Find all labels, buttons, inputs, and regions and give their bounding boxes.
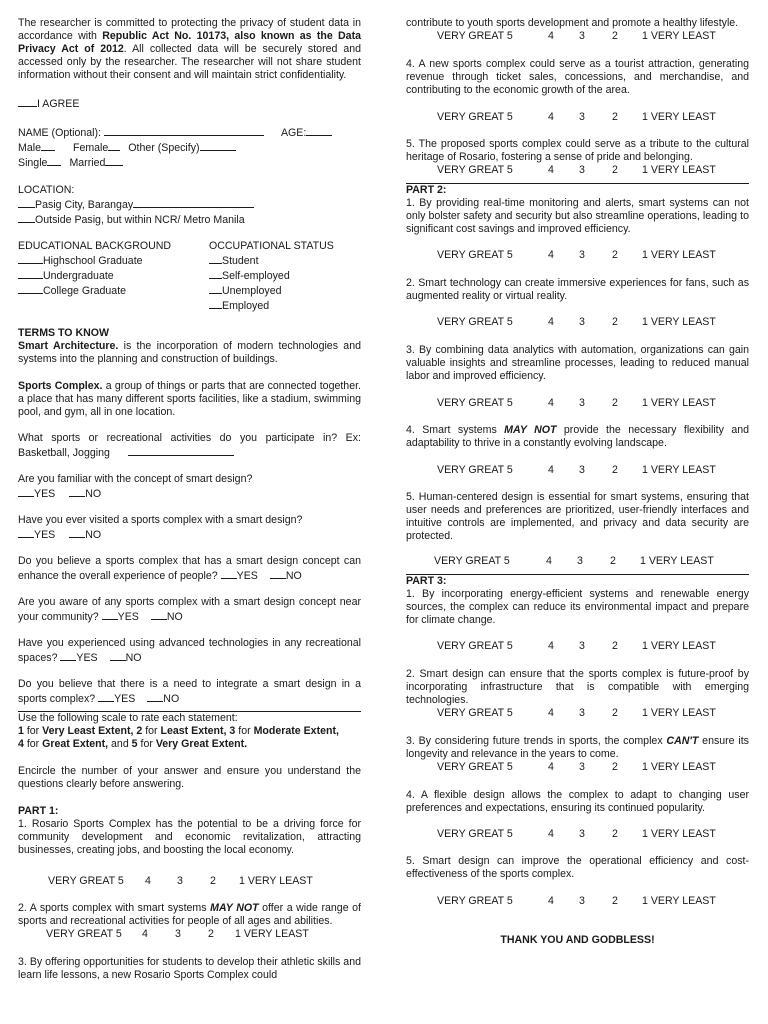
rating-scale[interactable]: VERY GREAT 5 4 3 2 1 VERY LEAST — [437, 111, 716, 123]
question-aware: Are you aware of any sports complex with a smart design concept near your community? YES NO — [18, 596, 361, 623]
married-option[interactable] — [105, 155, 123, 166]
term-sports-complex: Sports Complex. a group of things or parts that are connected together. a place that has many different sports facilities, like a stadium, swimming pool, and gym, all in one location. — [18, 380, 361, 418]
part1-statement-4: 4. A new sports complex could serve as a tourist attraction, generating revenue through ticket sales, concessions, and merchandise, and contributing to the economic growth of the area. — [406, 58, 749, 96]
name-field[interactable] — [104, 125, 264, 136]
rating-scale[interactable]: VERY GREAT 5 4 3 2 1 VERY LEAST — [437, 707, 716, 719]
civil-status-row: Single Married — [18, 155, 361, 170]
rating-scale[interactable]: VERY GREAT 5 4 3 2 1 VERY LEAST — [437, 828, 716, 840]
answer-visited[interactable]: YES NO — [18, 527, 361, 542]
scale-instruction: Use the following scale to rate each statement: — [18, 712, 238, 724]
single-option[interactable] — [47, 155, 61, 166]
part3-statement-2: 2. Smart design can ensure that the sports complex is future-proof by incorporating infrastructure that is compatible with emerging technologies. — [406, 668, 749, 706]
sex-row: Male Female Other (Specify) — [18, 140, 361, 155]
edu-college[interactable]: College Graduate — [18, 283, 209, 298]
question-experienced: Have you experienced using advanced technologies in any recreational spaces? YES NO — [18, 637, 361, 664]
question-familiar: Are you familiar with the concept of smart design? — [18, 473, 253, 485]
age-field[interactable] — [306, 125, 332, 136]
encircle-instruction: Encircle the number of your answer and ensure you understand the questions clearly before answering. — [18, 765, 361, 790]
occ-employed[interactable]: Employed — [209, 298, 334, 313]
rating-scale[interactable]: VERY GREAT 5 4 3 2 1 VERY LEAST — [437, 30, 716, 42]
part1-statement-3a: 3. By offering opportunities for students to develop their athletic skills and learn life lessons, a new Rosario Sports Complex could — [18, 956, 361, 981]
part3-statement-1: 1. By incorporating energy-efficient systems and renewable energy sources, the complex can reduce its environmental impact and prepare for climate change. — [406, 588, 749, 626]
rating-scale[interactable]: VERY GREAT 5 4 3 2 1 VERY LEAST — [434, 555, 714, 567]
terms-heading: TERMS TO KNOW — [18, 327, 110, 339]
right-column — [406, 17, 749, 947]
scale-legend: 1 for Very Least Extent, 2 for Least Extent, 3 for Moderate Extent, 4 for Great Extent, and 5 for Very Great Extent. — [18, 725, 339, 750]
name-age-row: NAME (Optional): AGE: — [18, 125, 361, 140]
female-option[interactable] — [108, 140, 120, 151]
rating-scale[interactable]: VERY GREAT 5 4 3 2 1 VERY LEAST — [437, 640, 716, 652]
part2-statement-4: 4. Smart systems MAY NOT provide the necessary flexibility and adaptability to thrive in a constantly evolving landscape. — [406, 424, 749, 449]
occ-unemployed[interactable]: Unemployed — [209, 283, 334, 298]
occ-student[interactable]: Student — [209, 253, 334, 268]
part2-heading: PART 2: — [406, 184, 447, 196]
educational-background: EDUCATIONAL BACKGROUND Highschool Graduate Undergraduate College Graduate — [18, 240, 209, 313]
question-enhance: Do you believe a sports complex that has a smart design concept can enhance the overall experience of people? YES NO — [18, 555, 361, 582]
part1-heading: PART 1: — [18, 805, 59, 817]
part2-statement-5: 5. Human-centered design is essential for smart systems, ensuring that user needs and preferences are prioritized, user-friendly interfaces and intuitive controls are implemented, and privacy and data security are protected. — [406, 491, 749, 542]
part1-statement-3b: contribute to youth sports development and promote a healthy lifestyle. — [406, 17, 739, 29]
rating-scale[interactable]: VERY GREAT 5 4 3 2 1 VERY LEAST — [437, 316, 716, 328]
part3-statement-4: 4. A flexible design allows the complex to adapt to changing user preferences and expectations, ensuring its continued popularity. — [406, 789, 749, 814]
rating-scale[interactable]: VERY GREAT 5 4 3 2 1 VERY LEAST — [437, 464, 716, 476]
part2-statement-2: 2. Smart technology can create immersive experiences for fans, such as augmented reality or virtual reality. — [406, 277, 749, 302]
location-outside[interactable]: Outside Pasig, but within NCR/ Metro Manila — [18, 212, 361, 227]
part3-statement-3: 3. By considering future trends in sports, the complex CAN'T ensure its longevity and relevance in the years to come. — [406, 735, 749, 760]
part1-statement-1: 1. Rosario Sports Complex has the potential to be a driving force for community development and economic revitalization, attracting businesses, creating jobs, and boosting the local economy. — [18, 818, 361, 856]
part3-statement-5: 5. Smart design can improve the operational efficiency and cost-effectiveness of the sports complex. — [406, 855, 749, 880]
rating-scale[interactable]: VERY GREAT 5 4 3 2 1 VERY LEAST — [48, 875, 313, 887]
rating-scale[interactable]: VERY GREAT 5 4 3 2 1 VERY LEAST — [46, 928, 309, 940]
privacy-notice: The researcher is committed to protecting the privacy of student data in accordance with Republic Act No. 10173, also known as the Data Privacy Act of 2012. All collected data will be securely stored and accessed only by the researcher. The researcher will not share student information without their consent and will maintain strict confidentiality. — [18, 17, 361, 81]
rating-scale[interactable]: VERY GREAT 5 4 3 2 1 VERY LEAST — [437, 895, 716, 907]
question-visited: Have you ever visited a sports complex with a smart design? — [18, 514, 303, 526]
part2-statement-3: 3. By combining data analytics with automation, organizations can gain valuable insights and streamline processes, leading to reduced manual labor and improved efficiency. — [406, 344, 749, 382]
location-pasig[interactable]: Pasig City, Barangay — [18, 197, 361, 212]
activities-field[interactable] — [128, 445, 234, 456]
agree-option[interactable]: I AGREE — [18, 96, 361, 111]
edu-highschool[interactable]: Highschool Graduate — [18, 253, 209, 268]
male-option[interactable] — [41, 140, 55, 151]
location-label: LOCATION: — [18, 184, 75, 196]
rating-scale[interactable]: VERY GREAT 5 4 3 2 1 VERY LEAST — [437, 249, 716, 261]
part1-statement-2: 2. A sports complex with smart systems MAY NOT offer a wide range of sports and recreational activities for people of all ages and abilities. — [18, 902, 361, 927]
occupational-status: OCCUPATIONAL STATUS Student Self-employed Unemployed Employed — [209, 240, 334, 312]
closing-message: THANK YOU AND GODBLESS! — [500, 934, 655, 946]
occ-self-employed[interactable]: Self-employed — [209, 268, 334, 283]
term-smart-architecture: Smart Architecture. is the incorporation of modern technologies and systems into the planning and construction of buildings. — [18, 340, 361, 365]
answer-familiar[interactable]: YES NO — [18, 486, 361, 501]
rating-scale[interactable]: VERY GREAT 5 4 3 2 1 VERY LEAST — [437, 397, 716, 409]
question-need: Do you believe that there is a need to integrate a smart design in a sports complex? YES NO — [18, 678, 361, 705]
rating-scale[interactable]: VERY GREAT 5 4 3 2 1 VERY LEAST — [437, 164, 716, 176]
left-column — [18, 17, 361, 982]
part2-statement-1: 1. By providing real-time monitoring and alerts, smart systems can not only bolster safety and security but also streamline operations, leading to significant cost savings and improved efficiency. — [406, 197, 749, 235]
edu-undergraduate[interactable]: Undergraduate — [18, 268, 209, 283]
part1-statement-5: 5. The proposed sports complex could serve as a tribute to the cultural heritage of Rosario, fostering a sense of pride and belonging. — [406, 138, 749, 163]
other-field[interactable] — [200, 140, 236, 151]
question-activities: What sports or recreational activities do you participate in? Ex: Basketball, Jogging — [18, 432, 361, 459]
part3-heading: PART 3: — [406, 575, 447, 587]
rating-scale[interactable]: VERY GREAT 5 4 3 2 1 VERY LEAST — [437, 761, 716, 773]
background-section — [18, 240, 361, 313]
